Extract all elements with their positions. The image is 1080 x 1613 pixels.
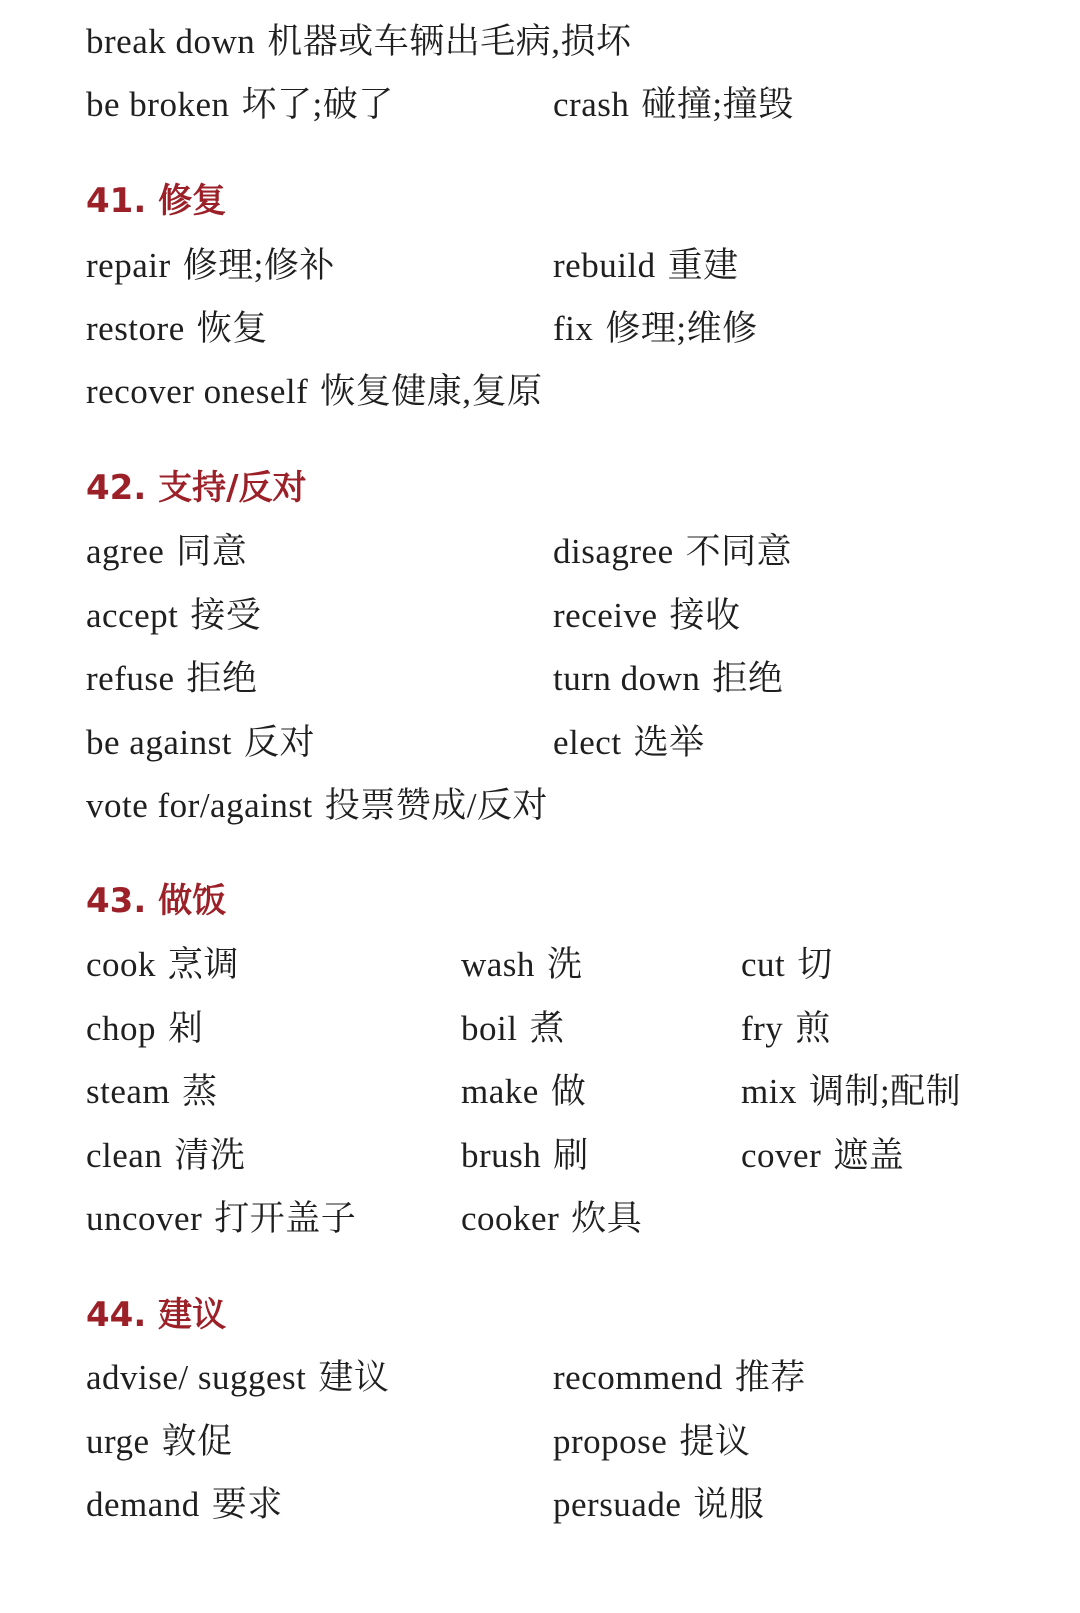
- entry-chinese: 拒绝: [712, 659, 784, 698]
- entry-english: cover: [741, 1136, 822, 1175]
- entry-english: restore: [86, 309, 185, 348]
- entry-english: rebuild: [553, 246, 656, 285]
- entry-chinese: 蒸: [182, 1072, 218, 1111]
- entry-chinese: 恢复健康,复原: [320, 372, 543, 411]
- entry-english: cooker: [461, 1199, 560, 1238]
- entry-chinese: 洗: [546, 945, 583, 984]
- entry-english: be against: [86, 723, 232, 762]
- vocab-entry: [86, 721, 315, 765]
- entry-english: urge: [86, 1422, 150, 1461]
- entry-chinese: 建议: [318, 1358, 390, 1397]
- entry-chinese: 炊具: [571, 1199, 643, 1238]
- entry-english: fix: [553, 309, 594, 348]
- entry-english: disagree: [553, 532, 674, 571]
- entry-english: fry: [741, 1009, 784, 1048]
- vocab-entry: [741, 1007, 831, 1051]
- entry-english: agree: [86, 532, 165, 571]
- entry-english: persuade: [553, 1485, 682, 1524]
- entry-chinese: 坏了;破了: [241, 85, 394, 124]
- vocab-entry: [741, 1070, 961, 1114]
- vocab-entry-be-broken: [86, 83, 394, 127]
- vocab-entry: [86, 307, 268, 351]
- section-heading-42: 42. 支持/反对: [86, 468, 307, 508]
- vocab-entry: [553, 657, 783, 701]
- entry-english: steam: [86, 1072, 171, 1111]
- vocab-entry: [86, 1134, 245, 1178]
- vocab-entry: [86, 784, 548, 828]
- entry-chinese: 恢复: [196, 309, 268, 348]
- vocab-entry: [86, 1197, 356, 1241]
- vocab-entry: [86, 943, 239, 987]
- vocab-entry: [86, 1007, 204, 1051]
- entry-english: brush: [461, 1136, 542, 1175]
- entry-chinese: 烹调: [168, 945, 240, 984]
- vocab-entry: [86, 657, 258, 701]
- vocab-entry: [553, 721, 705, 765]
- entry-english: chop: [86, 1009, 157, 1048]
- vocab-entry: [461, 1197, 642, 1241]
- entry-english: make: [461, 1072, 539, 1111]
- entry-english: boil: [461, 1009, 518, 1048]
- vocab-entry: [553, 594, 741, 638]
- entry-english: recommend: [553, 1358, 723, 1397]
- vocab-entry: [553, 307, 758, 351]
- entry-english: receive: [553, 596, 658, 635]
- entry-chinese: 遮盖: [833, 1136, 905, 1175]
- entry-english: vote for/against: [86, 786, 313, 825]
- entry-chinese: 刷: [553, 1136, 589, 1175]
- entry-english: uncover: [86, 1199, 203, 1238]
- entry-chinese: 同意: [176, 532, 248, 571]
- vocab-entry: [553, 244, 739, 288]
- entry-english: wash: [461, 945, 535, 984]
- vocab-entry: [741, 943, 833, 987]
- vocab-entry: [86, 1483, 283, 1527]
- entry-english: mix: [741, 1072, 797, 1111]
- vocab-entry: [553, 1420, 750, 1464]
- entry-chinese: 提议: [679, 1422, 751, 1461]
- entry-english: cook: [86, 945, 157, 984]
- vocab-entry: [553, 1356, 806, 1400]
- vocab-entry-break-down: [86, 20, 632, 64]
- entry-chinese: 接收: [669, 596, 741, 635]
- entry-chinese: 做: [550, 1072, 587, 1111]
- vocab-entry: [741, 1134, 904, 1178]
- entry-chinese: 调制;配制: [808, 1072, 962, 1111]
- entry-english: propose: [553, 1422, 668, 1461]
- entry-chinese: 重建: [667, 246, 739, 285]
- entry-english: turn down: [553, 659, 701, 698]
- entry-english: refuse: [86, 659, 175, 698]
- entry-chinese: 拒绝: [186, 659, 258, 698]
- vocab-entry: [461, 1007, 565, 1051]
- entry-chinese: 打开盖子: [214, 1199, 357, 1238]
- section-heading-41: 41. 修复: [86, 181, 227, 221]
- entry-english: recover oneself: [86, 372, 309, 411]
- vocab-entry: [553, 1483, 764, 1527]
- section-heading-44: 44. 建议: [86, 1295, 227, 1335]
- entry-english: demand: [86, 1485, 200, 1524]
- entry-chinese: 接受: [190, 596, 262, 635]
- entry-english: clean: [86, 1136, 163, 1175]
- vocab-entry: [461, 943, 582, 987]
- vocab-entry: [86, 594, 261, 638]
- entry-chinese: 修理;修补: [182, 246, 335, 285]
- entry-english: advise/ suggest: [86, 1358, 307, 1397]
- entry-chinese: 要求: [211, 1485, 283, 1524]
- vocab-entry: [86, 244, 335, 288]
- entry-chinese: 投票赞成/反对: [324, 786, 548, 825]
- entry-english: crash: [553, 85, 630, 124]
- vocab-entry-crash: [553, 83, 794, 127]
- entry-chinese: 机器或车辆出毛病,损坏: [267, 22, 632, 61]
- entry-chinese: 说服: [693, 1485, 765, 1524]
- entry-english: accept: [86, 596, 179, 635]
- entry-chinese: 反对: [243, 723, 315, 762]
- vocab-entry: [86, 1070, 218, 1114]
- entry-chinese: 煮: [529, 1009, 565, 1048]
- entry-chinese: 清洗: [174, 1136, 246, 1175]
- entry-chinese: 煎: [795, 1009, 831, 1048]
- entry-chinese: 碰撞;撞毁: [641, 85, 794, 124]
- vocab-entry: [86, 370, 543, 414]
- vocab-entry: [86, 1356, 389, 1400]
- entry-english: be broken: [86, 85, 230, 124]
- entry-chinese: 剁: [168, 1009, 204, 1048]
- entry-chinese: 敦促: [161, 1422, 233, 1461]
- vocab-entry: [461, 1134, 589, 1178]
- entry-chinese: 推荐: [734, 1358, 806, 1397]
- entry-chinese: 修理;维修: [605, 309, 758, 348]
- entry-english: break down: [86, 22, 256, 61]
- vocab-entry: [461, 1070, 586, 1114]
- entry-english: repair: [86, 246, 171, 285]
- entry-chinese: 不同意: [685, 532, 793, 571]
- entry-chinese: 切: [797, 945, 833, 984]
- section-heading-43: 43. 做饭: [86, 881, 227, 921]
- entry-english: elect: [553, 723, 622, 762]
- vocab-entry: [86, 530, 247, 574]
- vocab-entry: [553, 530, 792, 574]
- entry-english: cut: [741, 945, 786, 984]
- vocab-entry: [86, 1420, 233, 1464]
- entry-chinese: 选举: [633, 723, 705, 762]
